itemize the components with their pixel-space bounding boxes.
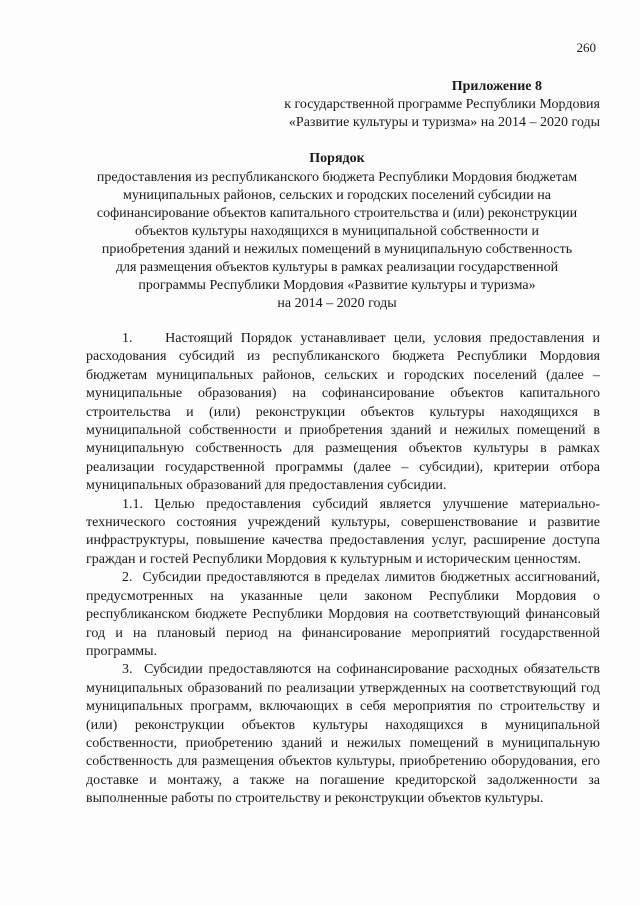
paragraph-3: 3. Субсидии предоставляются на софинансирование расходных обязательств муниципальных образований по реализации утвержденных на соответствующий год муниципальных программ, включающих в себя мероприятия по строительству и (или) реконструкции объектов культуры находящихся в муниципальной собственности, приобретению зданий и нежилых помещений в муниципальную собственность для размещения объектов культуры, приобретению оборудования, его доставке и монтажу, а также на погашение кредиторской задолженности за выполненные работы по строительству и реконструкции объектов культуры. [86,662,600,807]
title-line: программы Республики Мордовия «Развитие культуры и туризма» [138,278,536,293]
document-body [86,330,600,809]
title-line: софинансирование объектов капитального строительства и (или) реконструкции [96,206,578,221]
appendix-block [200,78,600,132]
title-line: для размещения объектов культуры в рамках реализации государственной [115,260,559,275]
title-heading: Порядок [309,151,365,166]
title-line: приобретения зданий и нежилых помещений в муниципальную собственность [101,242,573,257]
title-line: предоставления из республиканского бюджета Республики Мордовия бюджетам [96,170,578,185]
appendix-line-2: «Развитие культуры и туризма» на 2014 – 2020 годы [288,115,600,130]
title-line: объектов культуры находящихся в муниципальной собственности и [134,224,540,239]
paragraph-1: 1. Настоящий Порядок устанавливает цели, условия предоставления и расходования субсидий из республиканского бюджета Республики Мордовия бюджетам муниципальных районов, сельских и городских поселений (далее – муниципальные образования) на софинансирование объектов капитального строительства и (или) реконструкции объектов культуры находящихся в муниципальной собственности и приобретения зданий и нежилых помещений в муниципальную собственность для размещения объектов культуры в рамках реализации государственной программы (далее – субсидии), критерии отбора муниципальных образований для предоставления субсидии. [86,331,600,494]
title-line: муниципальных районов, сельских и городских поселений субсидии на [123,188,551,203]
page-number: 260 [576,40,596,55]
document-title [84,150,590,313]
paragraph-2: 2. Субсидии предоставляются в пределах лимитов бюджетных ассигнований, предусмотренных на указанные цели законом Республики Мордовия о республиканском бюджете Республики Мордовия на соответствующий финансовый год и на плановый период на финансирование мероприятий государственной программы. [86,570,600,659]
appendix-line-1: к государственной программе Республики Мордовия [284,97,600,112]
paragraph-1-1: 1.1. Целью предоставления субсидий является улучшение материально-технического состояния учреждений культуры, совершенствование и развитие инфраструктуры, повышение качества предоставления услуг, расширение доступа граждан и гостей Республики Мордовия к культурным и историческим ценностям. [86,496,600,567]
appendix-heading: Приложение 8 [451,79,542,94]
title-line: на 2014 – 2020 годы [277,296,397,311]
